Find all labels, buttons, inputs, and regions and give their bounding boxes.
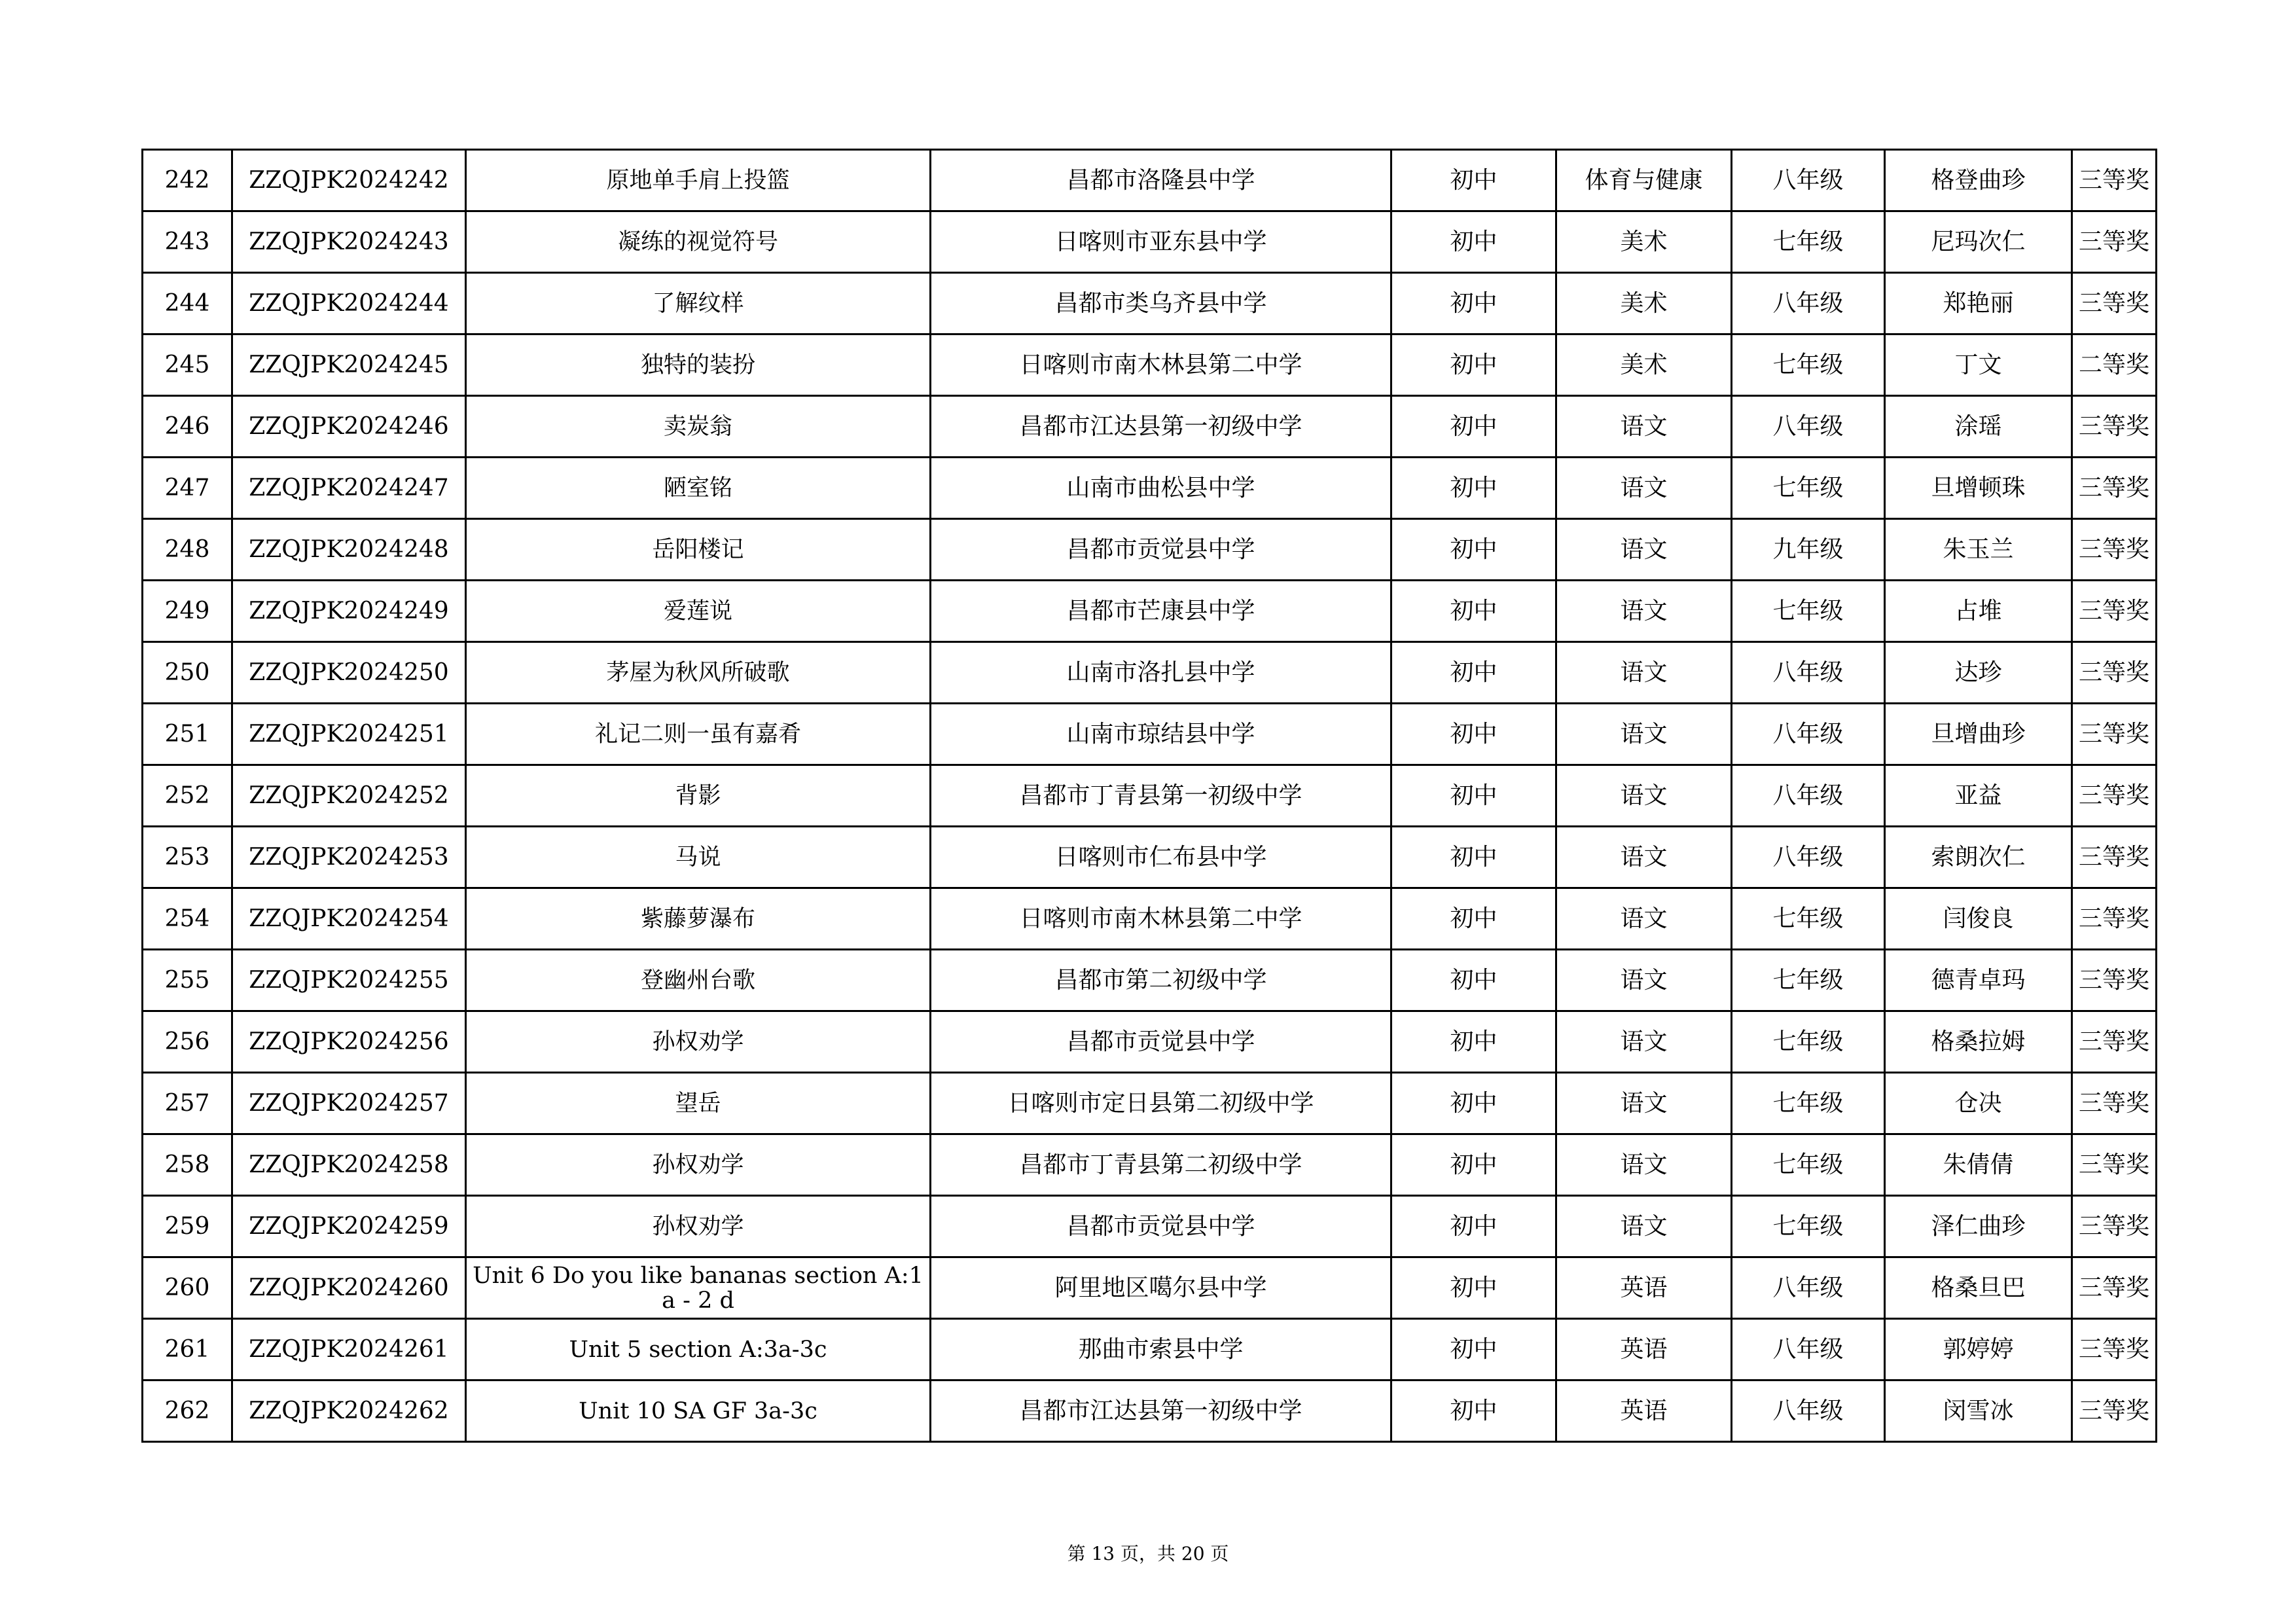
school-level-cell: 初中 [1391, 211, 1556, 273]
school-level-cell: 初中 [1391, 1011, 1556, 1073]
award-cell: 三等奖 [2072, 827, 2157, 888]
project-code-cell: ZZQJPK2024254 [232, 888, 466, 950]
teacher-cell: 涂瑶 [1885, 396, 2072, 458]
grade-cell: 七年级 [1732, 1134, 1885, 1196]
subject-cell: 语文 [1556, 396, 1732, 458]
lesson-title-cell: 望岳 [466, 1073, 931, 1134]
table-row [143, 396, 2157, 458]
row-number-cell: 256 [143, 1011, 232, 1073]
lesson-title-cell: Unit 6 Do you like bananas section A:1 a - 2 d [466, 1257, 931, 1319]
school-level-cell: 初中 [1391, 1196, 1556, 1257]
teacher-cell: 闫俊良 [1885, 888, 2072, 950]
row-number-cell: 259 [143, 1196, 232, 1257]
table-row [143, 581, 2157, 642]
lesson-title-cell: 岳阳楼记 [466, 519, 931, 581]
school-cell: 昌都市芒康县中学 [931, 581, 1391, 642]
award-cell: 三等奖 [2072, 704, 2157, 765]
row-number-cell: 244 [143, 273, 232, 334]
school-level-cell: 初中 [1391, 1319, 1556, 1380]
row-number-cell: 242 [143, 150, 232, 211]
subject-cell: 语文 [1556, 1134, 1732, 1196]
teacher-cell: 亚益 [1885, 765, 2072, 827]
table-row [143, 888, 2157, 950]
table-row [143, 211, 2157, 273]
school-level-cell: 初中 [1391, 273, 1556, 334]
school-level-cell: 初中 [1391, 458, 1556, 519]
award-cell: 三等奖 [2072, 1319, 2157, 1380]
award-cell: 三等奖 [2072, 458, 2157, 519]
table-row [143, 334, 2157, 396]
subject-cell: 语文 [1556, 704, 1732, 765]
table-row [143, 1380, 2157, 1442]
school-cell: 昌都市丁青县第一初级中学 [931, 765, 1391, 827]
school-cell: 日喀则市定日县第二初级中学 [931, 1073, 1391, 1134]
subject-cell: 语文 [1556, 458, 1732, 519]
teacher-cell: 达珍 [1885, 642, 2072, 704]
grade-cell: 八年级 [1732, 642, 1885, 704]
grade-cell: 八年级 [1732, 704, 1885, 765]
subject-cell: 英语 [1556, 1257, 1732, 1319]
teacher-cell: 格桑旦巴 [1885, 1257, 2072, 1319]
lesson-title-cell: 孙权劝学 [466, 1196, 931, 1257]
lesson-title-cell: 茅屋为秋风所破歌 [466, 642, 931, 704]
grade-cell: 七年级 [1732, 950, 1885, 1011]
school-level-cell: 初中 [1391, 581, 1556, 642]
school-cell: 昌都市贡觉县中学 [931, 1196, 1391, 1257]
school-level-cell: 初中 [1391, 827, 1556, 888]
project-code-cell: ZZQJPK2024256 [232, 1011, 466, 1073]
lesson-title-cell: 了解纹样 [466, 273, 931, 334]
school-cell: 昌都市洛隆县中学 [931, 150, 1391, 211]
grade-cell: 七年级 [1732, 458, 1885, 519]
project-code-cell: ZZQJPK2024259 [232, 1196, 466, 1257]
table-row [143, 704, 2157, 765]
row-number-cell: 257 [143, 1073, 232, 1134]
school-level-cell: 初中 [1391, 519, 1556, 581]
school-cell: 日喀则市仁布县中学 [931, 827, 1391, 888]
lesson-title-cell: 紫藤萝瀑布 [466, 888, 931, 950]
school-cell: 昌都市江达县第一初级中学 [931, 1380, 1391, 1442]
school-cell: 昌都市类乌齐县中学 [931, 273, 1391, 334]
table-row [143, 1134, 2157, 1196]
teacher-cell: 索朗次仁 [1885, 827, 2072, 888]
school-cell: 阿里地区噶尔县中学 [931, 1257, 1391, 1319]
project-code-cell: ZZQJPK2024255 [232, 950, 466, 1011]
project-code-cell: ZZQJPK2024252 [232, 765, 466, 827]
row-number-cell: 251 [143, 704, 232, 765]
lesson-title-cell: 礼记二则一虽有嘉肴 [466, 704, 931, 765]
teacher-cell: 闵雪冰 [1885, 1380, 2072, 1442]
award-cell: 三等奖 [2072, 1257, 2157, 1319]
school-level-cell: 初中 [1391, 1380, 1556, 1442]
lesson-title-cell: 孙权劝学 [466, 1134, 931, 1196]
school-level-cell: 初中 [1391, 1257, 1556, 1319]
teacher-cell: 尼玛次仁 [1885, 211, 2072, 273]
school-level-cell: 初中 [1391, 950, 1556, 1011]
school-cell: 山南市洛扎县中学 [931, 642, 1391, 704]
table-row [143, 150, 2157, 211]
grade-cell: 八年级 [1732, 1257, 1885, 1319]
award-cell: 三等奖 [2072, 1380, 2157, 1442]
lesson-title-cell: Unit 10 SA GF 3a-3c [466, 1380, 931, 1442]
row-number-cell: 252 [143, 765, 232, 827]
teacher-cell: 郭婷婷 [1885, 1319, 2072, 1380]
teacher-cell: 格桑拉姆 [1885, 1011, 2072, 1073]
lesson-title-cell: 背影 [466, 765, 931, 827]
award-cell: 三等奖 [2072, 1011, 2157, 1073]
school-cell: 昌都市贡觉县中学 [931, 519, 1391, 581]
subject-cell: 美术 [1556, 273, 1732, 334]
table-row [143, 827, 2157, 888]
school-cell: 日喀则市南木林县第二中学 [931, 888, 1391, 950]
grade-cell: 七年级 [1732, 888, 1885, 950]
school-cell: 昌都市丁青县第二初级中学 [931, 1134, 1391, 1196]
teacher-cell: 德青卓玛 [1885, 950, 2072, 1011]
school-cell: 山南市曲松县中学 [931, 458, 1391, 519]
subject-cell: 语文 [1556, 1073, 1732, 1134]
subject-cell: 语文 [1556, 1196, 1732, 1257]
grade-cell: 七年级 [1732, 211, 1885, 273]
school-level-cell: 初中 [1391, 765, 1556, 827]
school-level-cell: 初中 [1391, 334, 1556, 396]
table-row [143, 1319, 2157, 1380]
row-number-cell: 247 [143, 458, 232, 519]
table-row [143, 765, 2157, 827]
project-code-cell: ZZQJPK2024251 [232, 704, 466, 765]
row-number-cell: 254 [143, 888, 232, 950]
school-cell: 那曲市索县中学 [931, 1319, 1391, 1380]
project-code-cell: ZZQJPK2024244 [232, 273, 466, 334]
award-cell: 三等奖 [2072, 519, 2157, 581]
award-cell: 三等奖 [2072, 581, 2157, 642]
row-number-cell: 258 [143, 1134, 232, 1196]
row-number-cell: 249 [143, 581, 232, 642]
row-number-cell: 255 [143, 950, 232, 1011]
teacher-cell: 仓决 [1885, 1073, 2072, 1134]
row-number-cell: 250 [143, 642, 232, 704]
project-code-cell: ZZQJPK2024243 [232, 211, 466, 273]
table-row [143, 1196, 2157, 1257]
teacher-cell: 占堆 [1885, 581, 2072, 642]
lesson-title-cell: 独特的装扮 [466, 334, 931, 396]
awards-table [141, 149, 2157, 1443]
grade-cell: 八年级 [1732, 273, 1885, 334]
project-code-cell: ZZQJPK2024242 [232, 150, 466, 211]
teacher-cell: 朱玉兰 [1885, 519, 2072, 581]
table-row [143, 642, 2157, 704]
row-number-cell: 245 [143, 334, 232, 396]
project-code-cell: ZZQJPK2024248 [232, 519, 466, 581]
project-code-cell: ZZQJPK2024261 [232, 1319, 466, 1380]
table-row [143, 1257, 2157, 1319]
school-cell: 昌都市第二初级中学 [931, 950, 1391, 1011]
lesson-title-cell: Unit 5 section A:3a-3c [466, 1319, 931, 1380]
project-code-cell: ZZQJPK2024260 [232, 1257, 466, 1319]
project-code-cell: ZZQJPK2024249 [232, 581, 466, 642]
project-code-cell: ZZQJPK2024247 [232, 458, 466, 519]
row-number-cell: 262 [143, 1380, 232, 1442]
lesson-title-cell: 原地单手肩上投篮 [466, 150, 931, 211]
lesson-title-cell: 马说 [466, 827, 931, 888]
grade-cell: 九年级 [1732, 519, 1885, 581]
subject-cell: 语文 [1556, 827, 1732, 888]
award-cell: 三等奖 [2072, 888, 2157, 950]
school-level-cell: 初中 [1391, 704, 1556, 765]
grade-cell: 八年级 [1732, 765, 1885, 827]
lesson-title-cell: 凝练的视觉符号 [466, 211, 931, 273]
school-cell: 日喀则市南木林县第二中学 [931, 334, 1391, 396]
school-level-cell: 初中 [1391, 396, 1556, 458]
grade-cell: 八年级 [1732, 827, 1885, 888]
teacher-cell: 旦增曲珍 [1885, 704, 2072, 765]
subject-cell: 体育与健康 [1556, 150, 1732, 211]
row-number-cell: 248 [143, 519, 232, 581]
lesson-title-cell: 孙权劝学 [466, 1011, 931, 1073]
project-code-cell: ZZQJPK2024262 [232, 1380, 466, 1442]
lesson-title-cell: 爱莲说 [466, 581, 931, 642]
award-cell: 三等奖 [2072, 396, 2157, 458]
project-code-cell: ZZQJPK2024258 [232, 1134, 466, 1196]
teacher-cell: 丁文 [1885, 334, 2072, 396]
grade-cell: 八年级 [1732, 396, 1885, 458]
school-level-cell: 初中 [1391, 888, 1556, 950]
subject-cell: 美术 [1556, 334, 1732, 396]
subject-cell: 语文 [1556, 581, 1732, 642]
grade-cell: 七年级 [1732, 1196, 1885, 1257]
table-row [143, 950, 2157, 1011]
school-cell: 昌都市江达县第一初级中学 [931, 396, 1391, 458]
award-cell: 二等奖 [2072, 334, 2157, 396]
award-cell: 三等奖 [2072, 642, 2157, 704]
subject-cell: 美术 [1556, 211, 1732, 273]
grade-cell: 七年级 [1732, 1011, 1885, 1073]
award-cell: 三等奖 [2072, 1073, 2157, 1134]
award-cell: 三等奖 [2072, 273, 2157, 334]
row-number-cell: 253 [143, 827, 232, 888]
school-cell: 日喀则市亚东县中学 [931, 211, 1391, 273]
project-code-cell: ZZQJPK2024245 [232, 334, 466, 396]
teacher-cell: 旦增顿珠 [1885, 458, 2072, 519]
subject-cell: 英语 [1556, 1319, 1732, 1380]
school-cell: 山南市琼结县中学 [931, 704, 1391, 765]
lesson-title-cell: 卖炭翁 [466, 396, 931, 458]
school-level-cell: 初中 [1391, 150, 1556, 211]
teacher-cell: 格登曲珍 [1885, 150, 2072, 211]
table-row [143, 1011, 2157, 1073]
grade-cell: 八年级 [1732, 1380, 1885, 1442]
grade-cell: 七年级 [1732, 334, 1885, 396]
award-cell: 三等奖 [2072, 950, 2157, 1011]
grade-cell: 八年级 [1732, 1319, 1885, 1380]
page-number-footer: 第 13 页，共 20 页 [1067, 1543, 1229, 1564]
table-row [143, 273, 2157, 334]
subject-cell: 语文 [1556, 519, 1732, 581]
subject-cell: 语文 [1556, 765, 1732, 827]
row-number-cell: 243 [143, 211, 232, 273]
teacher-cell: 泽仁曲珍 [1885, 1196, 2072, 1257]
table-row [143, 1073, 2157, 1134]
subject-cell: 英语 [1556, 1380, 1732, 1442]
school-level-cell: 初中 [1391, 1073, 1556, 1134]
subject-cell: 语文 [1556, 950, 1732, 1011]
grade-cell: 七年级 [1732, 581, 1885, 642]
lesson-title-cell: 陋室铭 [466, 458, 931, 519]
teacher-cell: 朱倩倩 [1885, 1134, 2072, 1196]
project-code-cell: ZZQJPK2024250 [232, 642, 466, 704]
school-level-cell: 初中 [1391, 1134, 1556, 1196]
award-cell: 三等奖 [2072, 150, 2157, 211]
school-cell: 昌都市贡觉县中学 [931, 1011, 1391, 1073]
row-number-cell: 261 [143, 1319, 232, 1380]
subject-cell: 语文 [1556, 642, 1732, 704]
award-cell: 三等奖 [2072, 211, 2157, 273]
table-body [143, 150, 2157, 1442]
teacher-cell: 郑艳丽 [1885, 273, 2072, 334]
row-number-cell: 260 [143, 1257, 232, 1319]
row-number-cell: 246 [143, 396, 232, 458]
award-cell: 三等奖 [2072, 1134, 2157, 1196]
project-code-cell: ZZQJPK2024253 [232, 827, 466, 888]
award-cell: 三等奖 [2072, 765, 2157, 827]
grade-cell: 七年级 [1732, 1073, 1885, 1134]
table-row [143, 519, 2157, 581]
project-code-cell: ZZQJPK2024246 [232, 396, 466, 458]
award-cell: 三等奖 [2072, 1196, 2157, 1257]
subject-cell: 语文 [1556, 1011, 1732, 1073]
lesson-title-cell: 登幽州台歌 [466, 950, 931, 1011]
project-code-cell: ZZQJPK2024257 [232, 1073, 466, 1134]
school-level-cell: 初中 [1391, 642, 1556, 704]
table-row [143, 458, 2157, 519]
subject-cell: 语文 [1556, 888, 1732, 950]
grade-cell: 八年级 [1732, 150, 1885, 211]
